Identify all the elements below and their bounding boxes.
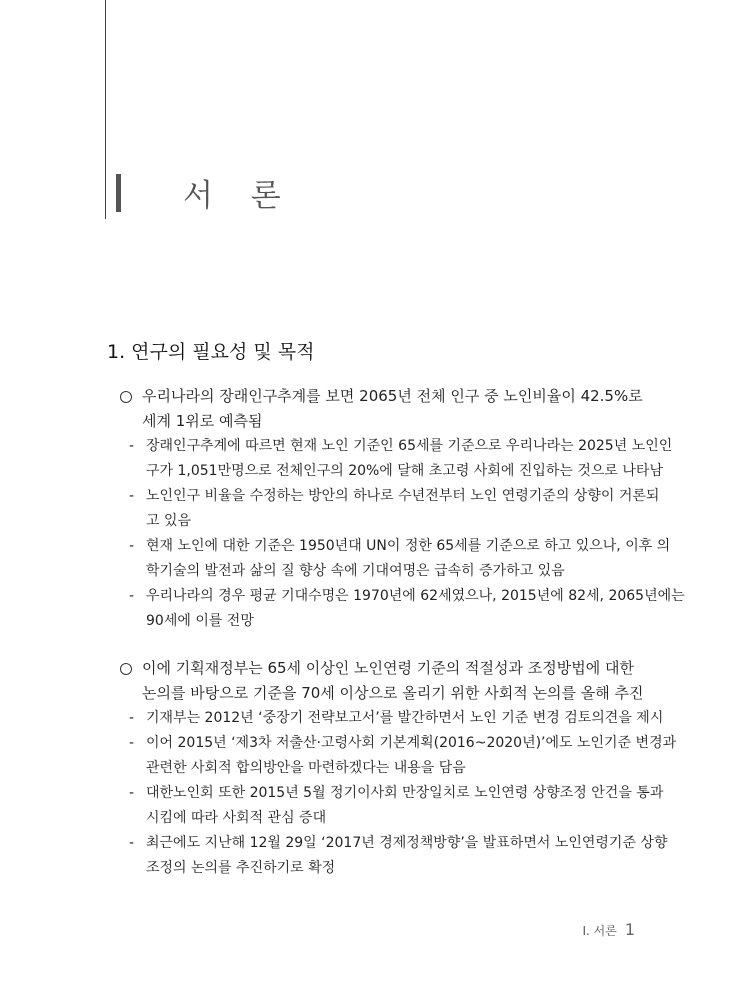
bullet-block xyxy=(118,656,677,881)
dash-marker: - xyxy=(129,735,135,751)
footer-chapter-label: Ⅰ. 서론 xyxy=(582,924,617,938)
sub-item-text: 학기술의 발전과 삶의 질 향상 속에 기대여명은 급속히 증가하고 있음 xyxy=(146,563,565,579)
sub-item xyxy=(118,856,638,881)
sub-item xyxy=(118,831,668,856)
dash-marker: - xyxy=(129,538,135,554)
sub-item xyxy=(118,484,660,509)
sub-item-text: 관련한 사회적 합의방안을 마련하겠다는 내용을 담음 xyxy=(146,760,466,776)
dash-marker: - xyxy=(129,785,135,801)
margin-rule xyxy=(105,0,106,219)
sub-item-text: 조정의 논의를 추진하기로 확정 xyxy=(146,860,336,876)
chapter-title: 서 론 xyxy=(183,178,295,214)
sub-item-text: 현재 노인에 대한 기준은 1950년대 UN이 정한 65세를 기준으로 하고 있으나, 이후 의 xyxy=(146,538,671,554)
sub-item xyxy=(118,509,638,534)
sub-item-text: 기재부는 2012년 ‘중장기 전략보고서’를 발간하면서 노인 기준 변경 검토의견을 제시 xyxy=(146,710,664,726)
bullet-text: 세계 1위로 예측됨 xyxy=(142,412,263,430)
sub-item-text: 최근에도 지난해 12월 29일 ‘2017년 경제정책방향’을 발표하면서 노인연령기준 상향 xyxy=(146,835,668,851)
bullet-line xyxy=(118,409,638,434)
sub-item-text: 시킴에 따라 사회적 관심 증대 xyxy=(146,810,327,826)
circle-bullet-icon xyxy=(120,391,132,403)
sub-item xyxy=(118,706,664,731)
sub-item-text: 구가 1,051만명으로 전체인구의 20%에 달해 초고령 사회에 진입하는 것으로 나타남 xyxy=(146,463,663,479)
bullet-line xyxy=(118,384,643,409)
sub-item-text: 노인인구 비율을 수정하는 방안의 하나로 수년전부터 노인 연령기준의 상향이 거론되 xyxy=(146,488,660,504)
circle-bullet-icon xyxy=(120,663,132,675)
sub-item xyxy=(118,609,638,634)
sub-item-text: 90세에 이를 전망 xyxy=(146,613,254,629)
dash-marker: - xyxy=(129,710,135,726)
sub-item xyxy=(118,559,638,584)
sub-item-text: 고 있음 xyxy=(146,513,192,529)
bullet-text: 우리나라의 장래인구추계를 보면 2065년 전체 인구 중 노인비율이 42.5%로 xyxy=(142,387,643,405)
bullet-line xyxy=(118,681,644,706)
sub-item xyxy=(118,434,673,459)
sub-item xyxy=(118,731,677,756)
sub-item-text: 장래인구추계에 따르면 현재 노인 기준인 65세를 기준으로 우리나라는 2025년 노인인 xyxy=(146,438,673,454)
sub-item xyxy=(118,534,671,559)
sub-item xyxy=(118,806,638,831)
sub-item xyxy=(118,584,685,609)
dash-marker: - xyxy=(129,438,135,454)
bullet-block xyxy=(118,384,685,634)
bullet-text: 논의를 바탕으로 기준을 70세 이상으로 올리기 위한 사회적 논의를 올해 추진 xyxy=(142,684,644,702)
dash-marker: - xyxy=(129,835,135,851)
dash-marker: - xyxy=(129,588,135,604)
sub-item xyxy=(118,459,663,484)
page-footer xyxy=(582,920,635,939)
sub-item-text: 대한노인회 또한 2015년 5월 정기이사회 만장일치로 노인연령 상향조정 안건을 통과 xyxy=(146,785,664,801)
dash-marker: - xyxy=(129,488,135,504)
sub-item xyxy=(118,756,638,781)
sub-item-text: 이어 2015년 ‘제3차 저출산·고령사회 기본계획(2016~2020년)’에도 노인기준 변경과 xyxy=(146,735,677,751)
sub-item xyxy=(118,781,664,806)
section-title: 1. 연구의 필요성 및 목적 xyxy=(107,341,315,363)
sub-item-text: 우리나라의 경우 평균 기대수명은 1970년에 62세였으나, 2015년에 82세, 2065년에는 xyxy=(146,588,685,604)
page-number: 1 xyxy=(624,920,635,939)
chapter-number-bar xyxy=(116,174,121,212)
bullet-text: 이에 기획재정부는 65세 이상인 노인연령 기준의 적절성과 조정방법에 대한 xyxy=(142,659,634,677)
bullet-line xyxy=(118,656,638,681)
